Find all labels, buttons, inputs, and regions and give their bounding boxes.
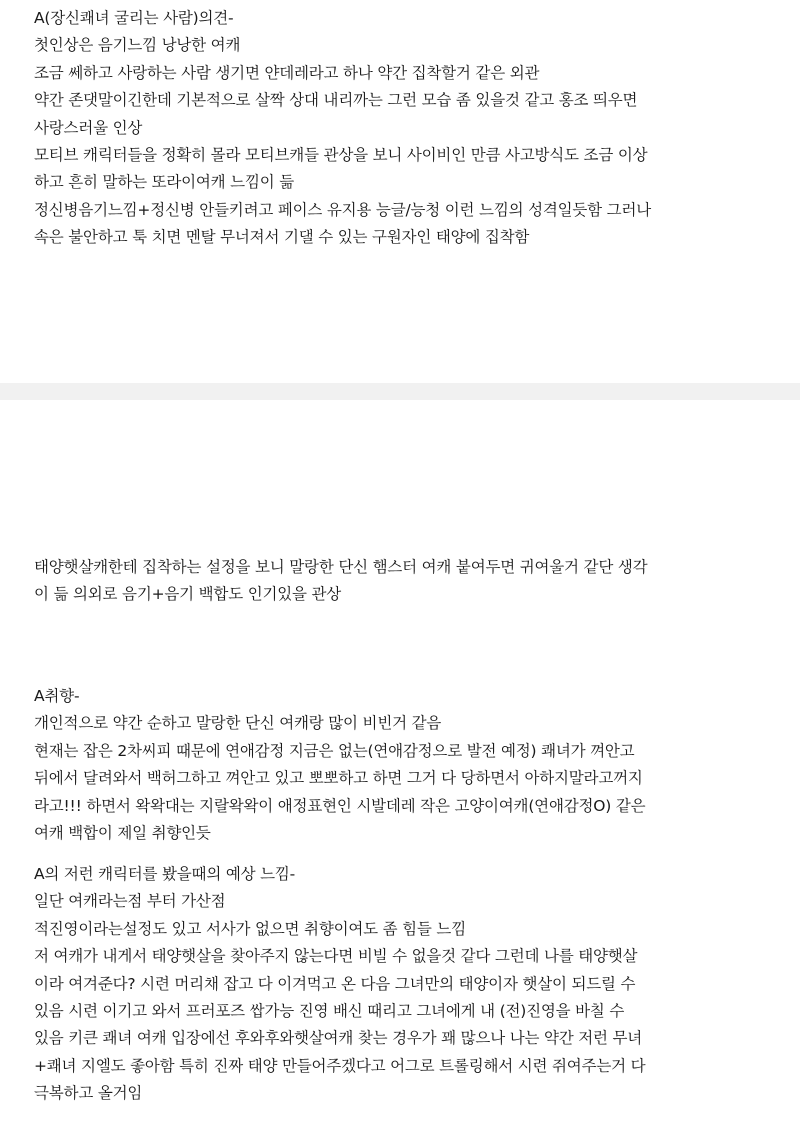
text-line: 현재는 잡은 2차씨피 때문에 연애감정 지금은 없는(연애감정으로 발전 예정) 쾌녀가 껴안고 [34,741,635,760]
text-line: 이라 여겨준다? 시련 머리채 잡고 다 이겨먹고 온 다음 그녀만의 태양이자 햇살이 되드릴 수 [34,974,636,993]
text-line: 여캐 백합이 제일 취향인듯 [34,823,211,842]
text-line: 저 여캐가 내게서 태양햇살을 찾아주지 않는다면 비빌 수 없을것 같다 그런데 나를 태양햇살 [34,947,638,966]
text-line: 하고 흔히 말하는 또라이여캐 느낌이 듦 [34,173,295,192]
document-page-2 [0,400,800,1143]
page-separator [0,383,800,400]
text-line: 첫인상은 음기느낌 낭낭한 여캐 [34,36,241,55]
text-line: 속은 불안하고 툭 치면 멘탈 무너져서 기댈 수 있는 구원자인 태양에 집착함 [34,228,530,247]
text-line: 있음 시련 이기고 와서 프러포즈 쌉가능 진영 배신 때리고 그녀에게 내 (전)진영을 바칠 수 [34,1001,625,1020]
text-line: 라고!!! 하면서 왁왁대는 지랄왁왁이 애정표현인 시발데레 작은 고양이여캐(연애감정O) 같은 [34,796,646,815]
text-line: 태양햇살캐한테 집착하는 설정을 보니 말랑한 단신 햄스터 여캐 붙여두면 귀여울거 같단 생각 [34,558,648,576]
text-line: 이 듦 의외로 음기+음기 백합도 인기있을 관상 [34,585,342,604]
text-line: 개인적으로 약간 순하고 말랑한 단신 여캐랑 많이 비빈거 같음 [34,714,442,733]
text-line: A(장신쾌녀 굴리는 사람)의견- [34,9,234,27]
section-expectation [34,861,734,1108]
text-line: 조금 쎄하고 사랑하는 사람 생기면 얀데레라고 하나 약간 집착할거 같은 외관 [34,63,540,82]
text-line: 모티브 캐릭터들을 정확히 몰라 모티브캐들 관상을 보니 사이비인 만큼 사고방식도 조금 이상 [34,145,648,164]
text-line: 약간 존댓말이긴한데 기본적으로 살짝 상대 내리까는 그런 모습 좀 있을것 같고 홍조 띄우면 [34,91,638,110]
text-line: A취향- [34,687,80,705]
text-line: 정신병음기느낌+정신병 안들키려고 페이스 유지용 능글/능청 이런 느낌의 성격일듯함 그러나 [34,200,652,219]
text-line: 극복하고 올거임 [34,1084,143,1103]
text-line: 일단 여캐라는점 부터 가산점 [34,892,226,911]
text-line: 있음 키큰 쾌녀 여캐 입장에선 후와후와햇살여캐 찾는 경우가 꽤 많으나 나는 약간 저런 무녀 [34,1029,643,1048]
section-a-opinion [34,5,734,252]
section-taste [34,683,734,847]
text-line: 적진영이라는설정도 있고 서사가 없으면 취향이여도 좀 힘들 느낌 [34,919,466,938]
text-line: 뒤에서 달려와서 백허그하고 껴안고 있고 뽀뽀하고 하면 그거 다 당하면서 아하지말라고꺼지 [34,769,643,788]
document-page-1 [0,0,800,383]
text-line: +쾌녀 지엘도 좋아함 특히 진짜 태양 만들어주겠다고 어그로 트롤링해서 시련 쥐여주는거 다 [34,1056,646,1075]
text-line: A의 저런 캐릭터를 봤을때의 예상 느낌- [34,865,296,883]
section-sunshine [34,554,734,609]
text-line: 사랑스러울 인상 [34,118,143,137]
